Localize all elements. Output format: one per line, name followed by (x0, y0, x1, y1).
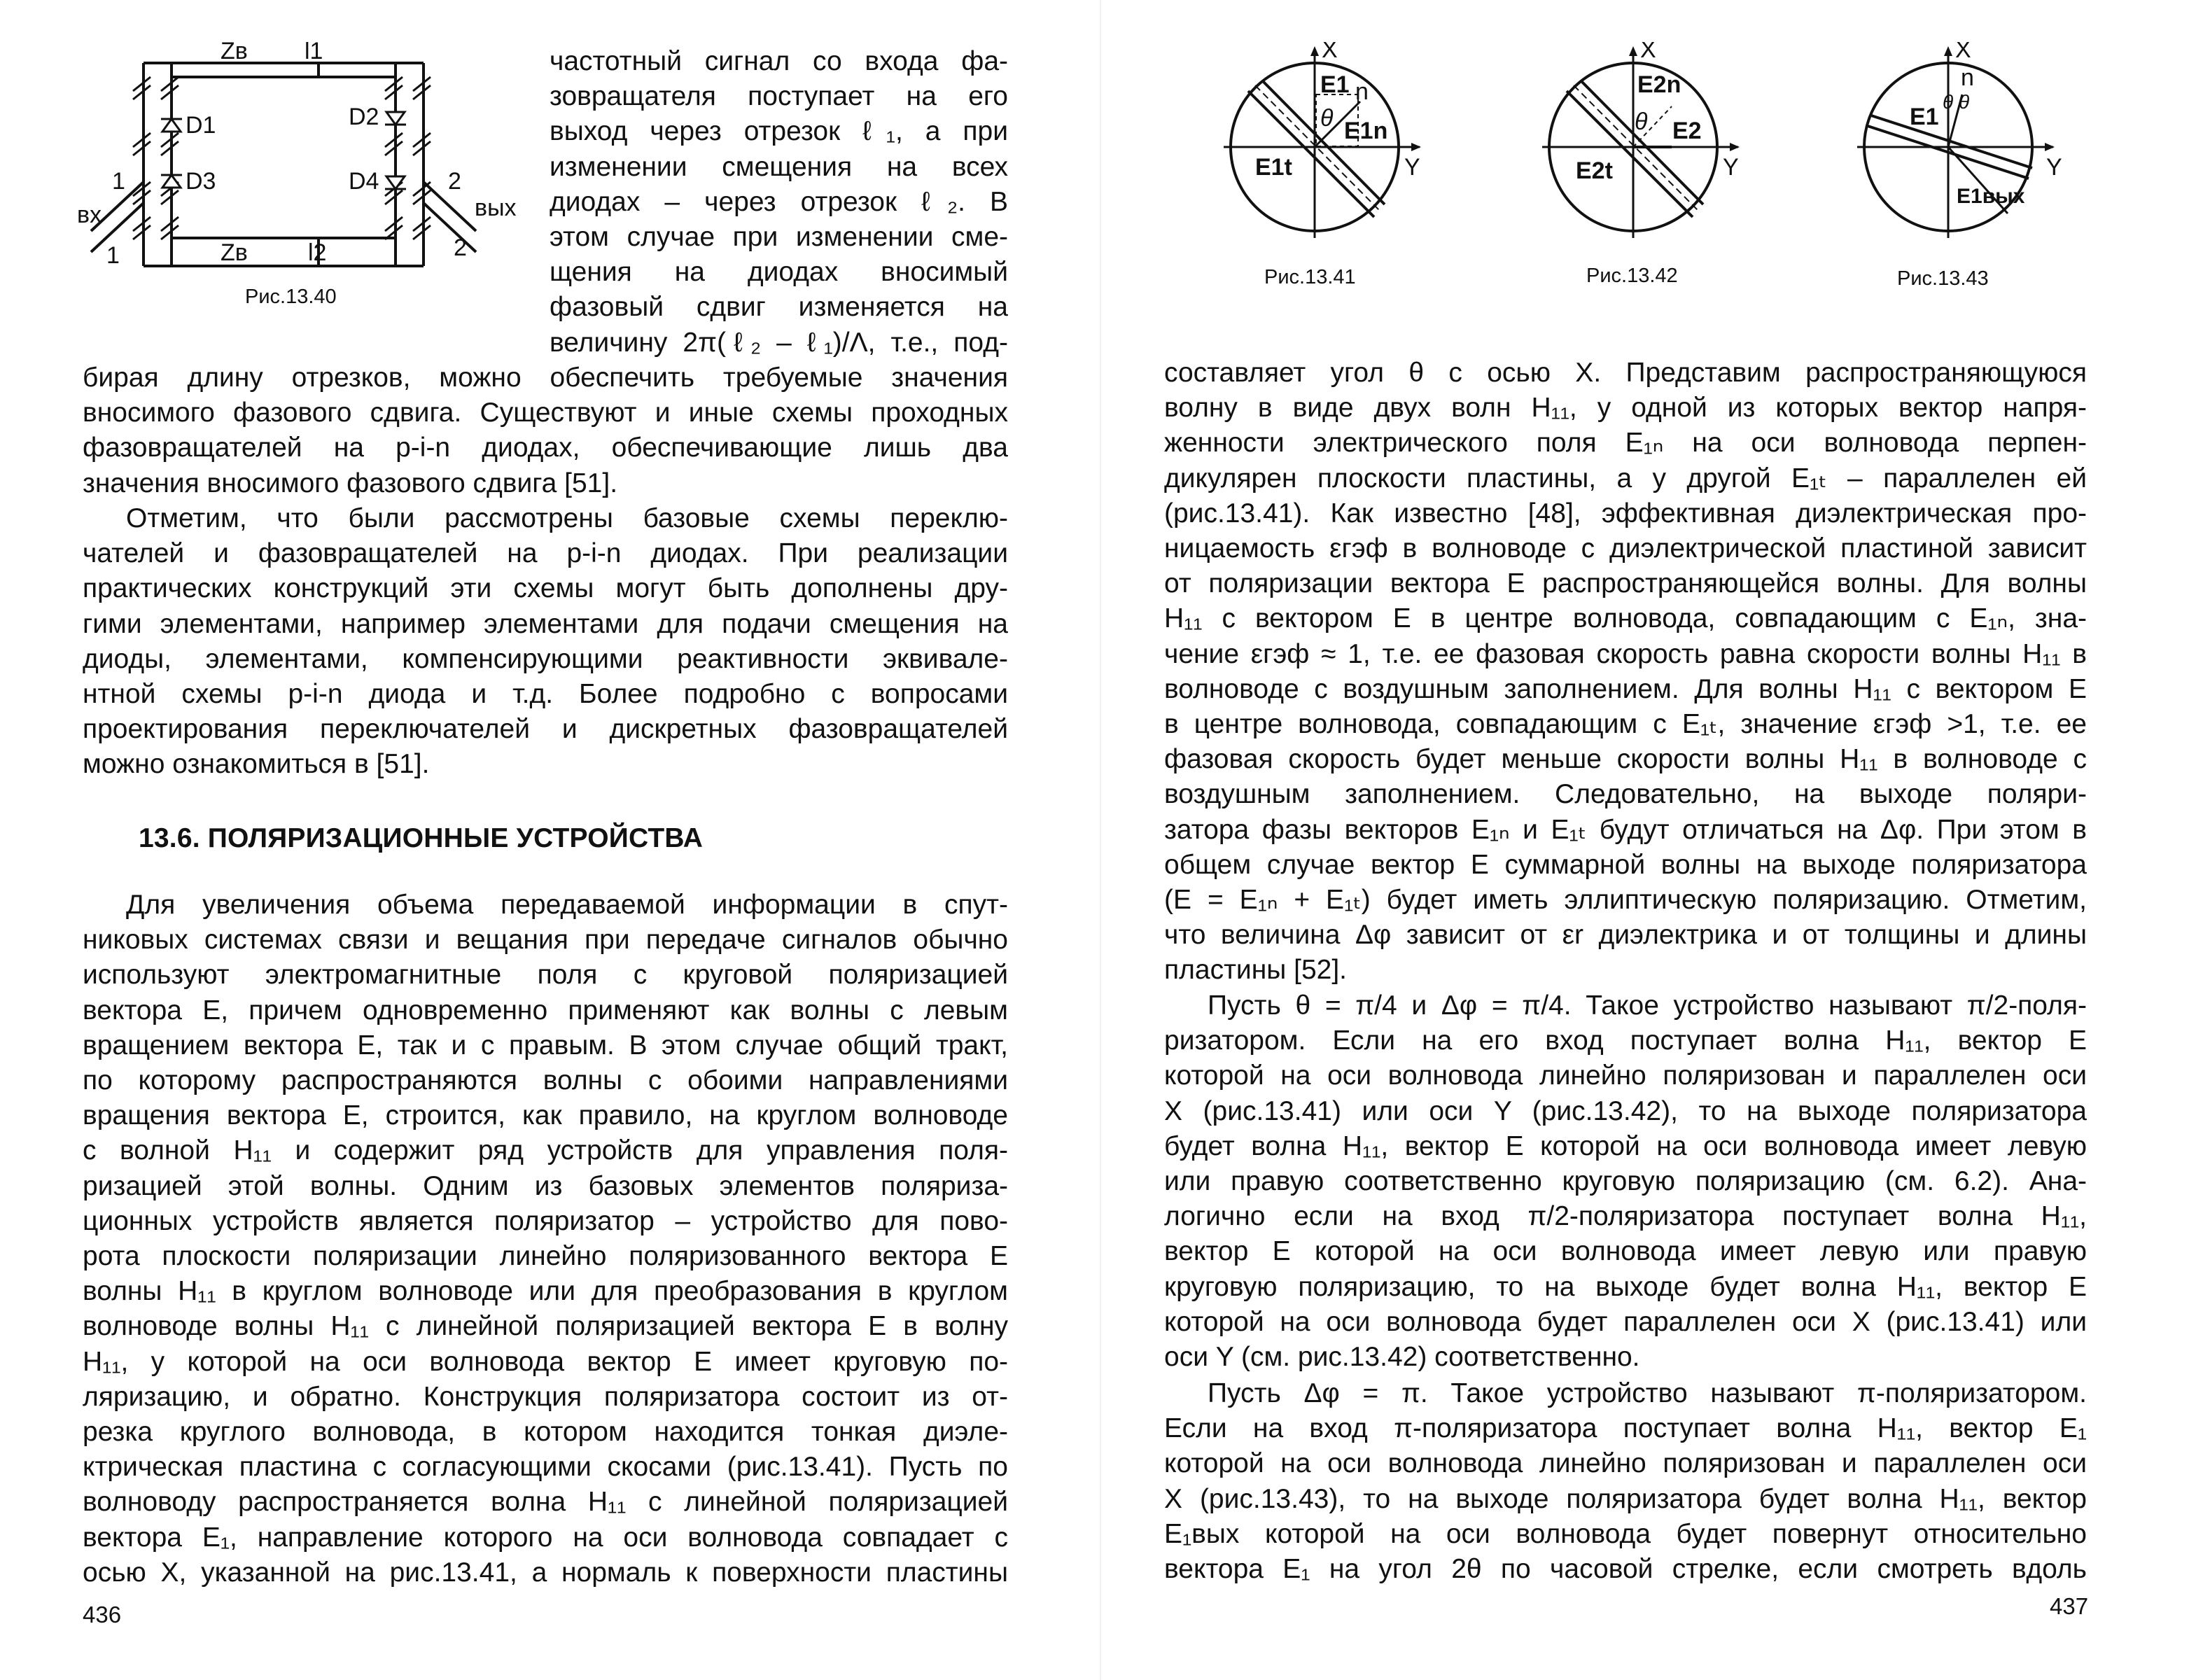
page-number-right: 437 (2050, 1593, 2089, 1619)
svg-text:E1вых: E1вых (1957, 185, 2025, 208)
right-page (1101, 0, 2203, 1680)
svg-text:Y: Y (2046, 154, 2062, 181)
svg-text:E1: E1 (1320, 71, 1350, 98)
svg-text:E2n: E2n (1637, 71, 1681, 98)
right-paragraph-1: составляет угол θ с осью X. Представим распространяющуюся волну в виде двух волн H₁₁, у одной из которых вектор напря- женности электрического поля E₁ₙ на оси волновода перпен- дикулярен плоскости пластины, а у другой E₁ₜ – параллелен ей (рис.13.41). Как известно [48], эффективная диэлектрическая про- ницаемость εгэф в волноводе с диэлектрической пластиной зависит от поляризации вектора E распространяющейся волны. Для волны H₁₁ с вектором E в центре волновода, совпадающим с E₁ₙ, зна- чение εгэф ≈ 1, т.е. ее фазовая скорость равна скорости волны H₁₁ в волноводе с воздушным заполнением. Для волны H₁₁ с вектором E в центре волновода, совпадающим с E₁ₜ, значение εгэф >1, т.е. ее фазовая скорость будет меньше скорости волны H₁₁ в волноводе с воздушным заполнением. Следовательно, на выходе поляри- затора фазы векторов E₁ₙ и E₁ₜ будут отличаться на Δφ. При этом в общем случае вектор E суммарной волны на выходе поляризатора (E = E₁ₙ + E₁ₜ) будет иметь эллиптическую поляризацию. Отметим, что величина Δφ зависит от εr диэлектрика и от толщины и длины пластины [52]. (1164, 358, 2087, 986)
right-paragraph-3: Пусть Δφ = π. Такое устройство называют π-поляризатором. Если на вход π-поляризатора поступает волна H₁₁, вектор E₁ которой на оси волновода линейно поляризован и параллелен оси X (рис.13.43), то на выходе поляризатора будет волна H₁₁, вектор E₁вых которой на оси волновода будет повернут относительно вектора E₁ на угол 2θ по часовой стрелке, если смотреть вдоль (1164, 1378, 2087, 1585)
svg-text:E1t: E1t (1255, 154, 1292, 181)
diode-d1 (162, 119, 181, 132)
paragraph-1: бирая длину отрезков, можно обеспечить требуемые значения вносимого фазового сдвига. Существуют и иные схемы проходных фазовращателей на p-i-n диодах, обеспечивающие лишь два значения вносимого фазового сдвига [51]. (83, 363, 1008, 498)
label-port1-top: 1 (112, 168, 125, 195)
label-d1: D1 (186, 112, 216, 139)
figure-13-40-caption: Рис.13.40 (245, 286, 337, 308)
section-heading: 13.6. ПОЛЯРИЗАЦИОННЫЕ УСТРОЙСТВА (139, 823, 704, 853)
figure-13-43-caption: Рис.13.43 (1897, 267, 1989, 290)
figure-13-41 (1217, 42, 1427, 252)
label-input: вх (77, 202, 102, 228)
page-number-left: 436 (83, 1602, 122, 1628)
svg-text:n: n (1355, 78, 1369, 105)
label-l1: l1 (305, 42, 323, 64)
svg-text:X: X (1640, 42, 1656, 63)
paragraph-3: Для увеличения объема передаваемой информации в спут- никовых системах связи и вещания при передаче сигналов обычно используют электромагнитные поля с круговой поляризацией вектора E, причем одновременно применяют как волны с левым вращением вектора E, так и с правым. В этом случае общий тракт, по которому распространяются волны с обоими направлениями вращения вектора E, строится, как правило, на круглом волноводе с волной H₁₁ и содержит ряд устройств для управления поля- ризацией этой волны. Одним из базовых элементов поляриза- ционных устройств является поляризатор – устройство для пово- рота плоскости поляризации линейно поляризованного вектора E волны H₁₁ в круглом волноводе или для преобразования в круглом волноводе волны H₁₁ с линейной поляризацией вектора E в волну H₁₁, у которой на оси волновода вектор E имеет круговую по- ляризацию, и обратно. Конструкция поляризатора состоит из от- резка круглого волновода, в котором находится тонкая диэле- ктрическая пластина с согласующими скосами (рис.13.41). Пусть по волноводу распространяется волна H₁₁ с линейной поляризацией вектора E₁, направление которого на оси волновода совпадает с осью X, указанной на рис.13.41, а нормаль к поверхности пластины (83, 890, 1008, 1588)
svg-text:θ: θ (1959, 91, 1970, 113)
label-d3: D3 (186, 168, 216, 195)
figure-13-42-caption: Рис.13.42 (1586, 265, 1678, 287)
diode-d2 (386, 112, 405, 125)
left-page (0, 0, 1101, 1680)
svg-text:n: n (1961, 64, 1974, 91)
label-d2: D2 (349, 104, 379, 130)
svg-text:E1: E1 (1910, 104, 1939, 130)
intro-text: частотный сигнал со входа фа- зовращателя поступает на его выход через отрезок ℓ₁, а при изменении смещения на всех диодах – через отрезок ℓ₂. В этом случае при изменении сме- щения на диодах вносимый фазовый сдвиг изменяется на величину 2π(ℓ₂ – ℓ₁)/Λ, т.е., под- (550, 46, 1008, 358)
svg-text:E2: E2 (1672, 118, 1702, 144)
label-port2-bottom: 2 (454, 234, 467, 261)
svg-text:Y: Y (1723, 154, 1739, 181)
svg-text:E2t: E2t (1576, 158, 1613, 184)
label-l2: l2 (308, 239, 327, 266)
figure-13-43 (1850, 42, 2074, 252)
figure-13-41-caption: Рис.13.41 (1264, 266, 1356, 288)
figure-13-42 (1535, 42, 1745, 252)
svg-text:X: X (1322, 42, 1338, 63)
label-port2-top: 2 (448, 168, 461, 195)
svg-text:θ: θ (1635, 108, 1648, 135)
label-zb-bottom: Zв (221, 239, 248, 266)
figure-13-40-circuit (77, 42, 525, 273)
svg-text:X: X (1955, 42, 1971, 63)
paragraph-2: Отметим, что были рассмотрены базовые схемы переклю- чателей и фазовращателей на p-i-n диодах. При реализации практических конструкций эти схемы могут быть дополнены дру- гими элементами, например элементами для подачи смещения на диоды, элементами, компенсирующими реактивности эквивале- нтной схемы p-i-n диода и т.д. Более подробно с вопросами проектирования переключателей и дискретных фазовращателей можно ознакомиться в [51]. (83, 503, 1008, 780)
svg-text:E1n: E1n (1344, 118, 1388, 144)
label-d4: D4 (349, 168, 379, 195)
svg-text:θ: θ (1943, 91, 1954, 113)
right-paragraph-2: Пусть θ = π/4 и Δφ = π/4. Такое устройство называют π/2-поля- ризатором. Если на его вход поступает волна H₁₁, вектор E которой на оси волновода линейно поляризован и параллелен оси X (рис.13.41) или оси Y (рис.13.42), то на выходе поляризатора будет волна H₁₁, вектор E которой на оси волновода имеет левую или правую соответственно круговую поляризацию (см. 6.2). Ана- логично если на вход π/2-поляризатора поступает волна H₁₁, вектор E которой на оси волновода имеет левую или правую круговую поляризацию, то на выходе будет волна H₁₁, вектор E которой на оси волновода будет параллелен оси X (рис.13.41) или оси Y (см. рис.13.42) соответственно. (1164, 990, 2087, 1373)
label-port1-bottom: 1 (106, 242, 120, 269)
label-output: вых (475, 195, 517, 221)
label-zb-top: Zв (221, 42, 248, 64)
svg-text:θ: θ (1320, 105, 1334, 132)
svg-text:Y: Y (1404, 154, 1420, 181)
